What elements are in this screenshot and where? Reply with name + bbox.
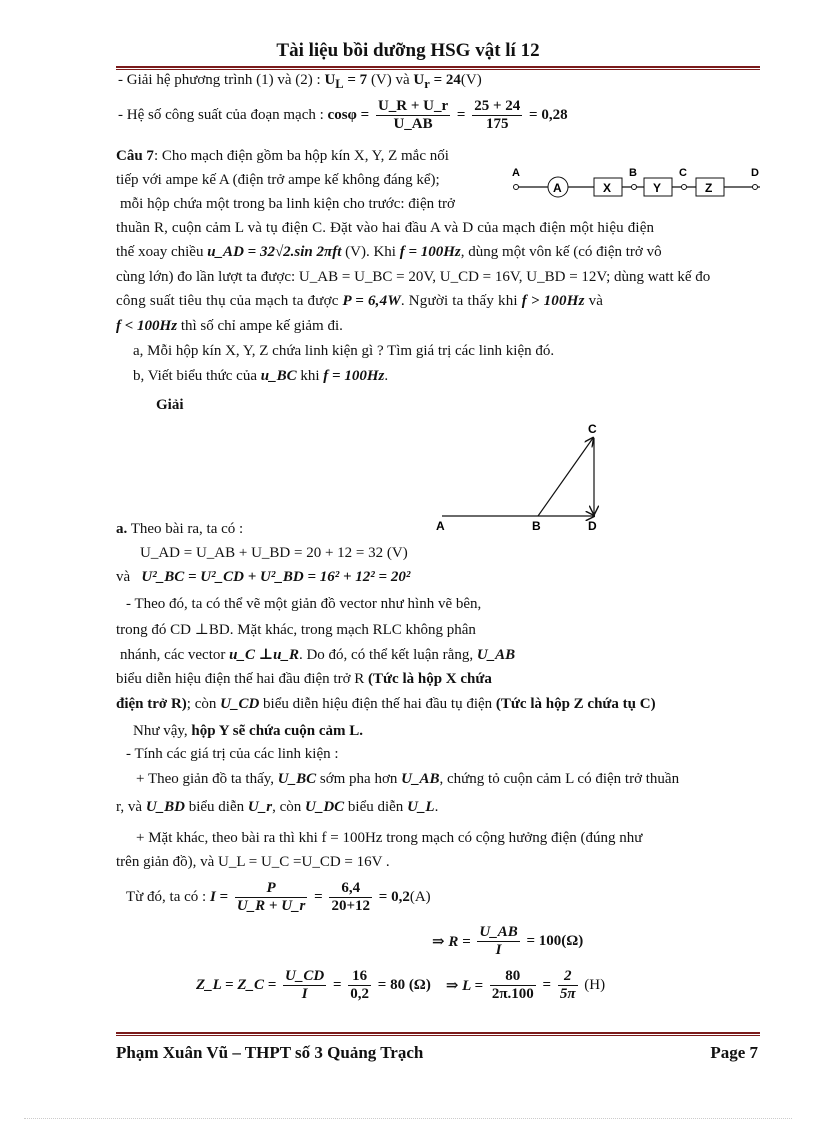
box-x-label: X [603,181,612,195]
vec-label-d: D [588,519,597,533]
para-3: nhánh, các vector u_C ⊥u_R. Do đó, có thể kết luận rằng, U_AB [120,647,516,663]
terminal-d [753,185,758,190]
para-11: trên giản đồ), và U_L = U_C =U_CD = 16V . [116,854,390,870]
power-factor-line: - Hệ số công suất của đoạn mạch : cosφ = $\frac{U\_R + U\_r}{U\_AB}$ = $\frac{25 + 24}{175}$ = 0,28 [118,98,568,132]
vec-label-b: B [532,519,541,533]
footer-rule [116,1032,760,1034]
para-9: r, và U_BD biểu diễn U_r, còn U_DC biểu diễn U_L. [116,799,439,815]
para-8: + Theo giản đồ ta thấy, U_BC sớm pha hơn U_AB, chứng tỏ cuộn cảm L có điện trở thuần [136,771,680,787]
ur-eq: $U_r = 24$ [413,72,461,91]
label-d: D [751,167,759,179]
node-b [632,185,637,190]
vector-diagram [430,418,610,536]
question-7-line-8: f < 100Hz thì số chỉ ampe kế giảm đi. [116,318,343,334]
box-y-label: Y [653,181,662,195]
current-frac-1: $\frac{P}{U\_R + U\_r}$ [236,880,306,914]
current-equation: Từ đó, ta có : I = $\frac{P}{U\_R + U\_r}$ = $\frac{6,4}{20+12}$ = 0,2(A) [126,880,431,914]
part-a-intro: a. Theo bài ra, ta có : [116,521,244,537]
circuit-diagram [510,164,766,204]
footer-rule-thin [116,1035,760,1036]
vec-label-a: A [436,519,445,533]
question-7-line-5: thế xoay chiều u_AD = 32√2.sin 2πft (V). Khi f = 100Hz, dùng một vôn kế (có điện trở vô [116,244,662,260]
solve-system-line: - Giải hệ phương trình (1) và (2) : $U_L = 7$ (V) và $U_r = 24(V)$ [118,72,482,91]
ammeter-label: A [553,181,562,195]
question-7-line-6: cùng lớn) đo lần lượt ta được: U_AB = U_BC = 20V, U_CD = 16V, U_BD = 12V; dùng watt kế đo [116,269,711,285]
question-7-line-1: Câu 7: Cho mạch điện gồm ba hộp kín X, Y, Z mắc nối [116,148,449,164]
solution-heading: Giải [156,397,184,413]
vec-label-c: C [588,422,597,436]
vector-bc [538,438,593,516]
inductance-frac-2: $\frac{2}{5\pi}$ [559,968,576,1002]
para-2: trong đó CD ⊥BD. Mặt khác, trong mạch RLC không phân [116,622,476,638]
question-7-line-3: mỗi hộp chứa một trong ba linh kiện cho trước: điện trở [120,196,455,212]
impedance-equation: Z_L = Z_C = $\frac{U\_CD}{I}$ = $\frac{16}{0,2}$ = 80 (Ω) ⇒ L = $\frac{80}{2\pi.100}$ = $\frac{2}{5\pi}$ (H) [196,968,606,1002]
terminal-a [514,185,519,190]
node-c [682,185,687,190]
para-7: - Tính các giá trị của các linh kiện : [126,746,339,762]
question-7-line-7: công suất tiêu thụ của mạch ta được P = 6,4W. Người ta thấy khi f > 100Hz và [116,293,604,309]
para-4: biểu diễn hiệu điện thế hai đầu điện trở R (Tức là hộp X chứa [116,671,492,687]
page-number: Page 7 [710,1043,758,1062]
header-rule [116,66,760,68]
current-frac-2: $\frac{6,4}{20+12}$ [331,880,371,914]
ul-eq: $U_L = 7$ [324,72,368,91]
impedance-frac-2: $\frac{16}{0,2}$ [350,968,370,1002]
box-z-label: Z [705,181,713,195]
label-b: B [629,167,637,179]
label-a: A [512,167,520,179]
page-edge-divider [24,1118,792,1119]
para-10: + Mặt khác, theo bài ra thì khi f = 100Hz trong mạch có cộng hưởng điện (đúng như [136,830,643,846]
inductance-frac-1: $\frac{80}{2\pi.100}$ [491,968,534,1002]
resistance-equation: ⇒ R = $\frac{U\_AB}{I}$ = 100(Ω) [432,924,584,958]
frac-1: $\frac{U\_R + U\_r}{U\_AB}$ [377,98,449,132]
label-c: C [679,167,687,179]
question-7-part-b: b, Viết biểu thức của u_BC khi f = 100Hz. [133,368,389,384]
ubc-equation: và U²_BC = U²_CD + U²_BD = 16² + 12² = 20² [116,569,411,585]
uad-equation: U_AD = U_AB + U_BD = 20 + 12 = 32 (V) [140,545,408,561]
page-header: Tài liệu bồi dưỡng HSG vật lí 12 [276,40,540,61]
question-7-line-4: thuần R, cuộn cảm L và tụ điện C. Đặt vào hai đầu A và D của mạch điện một hiệu điện [116,220,655,236]
frac-2: $\frac{25 + 24}{175}$ [474,98,521,132]
footer-author: Phạm Xuân Vũ – THPT số 3 Quảng Trạch [116,1043,424,1062]
impedance-frac-1: $\frac{U\_CD}{I}$ [285,968,325,1002]
question-7-part-a: a, Mỗi hộp kín X, Y, Z chứa linh kiện gì ? Tìm giá trị các linh kiện đó. [133,343,555,359]
question-7-line-2: tiếp với ampe kế A (điện trở ampe kế không đáng kể); [116,172,440,188]
header-rule-thin [116,69,760,70]
para-5: điện trở R); còn U_CD biểu diễn hiệu điện thế hai đầu tụ điện (Tức là hộp Z chứa tụ C) [116,696,656,712]
para-1: - Theo đó, ta có thể vẽ một giản đồ vector như hình vẽ bên, [126,596,482,612]
resistance-frac: $\frac{U\_AB}{I}$ [479,924,518,958]
para-6: Như vậy, hộp Y sẽ chứa cuộn cảm L. [133,723,364,739]
